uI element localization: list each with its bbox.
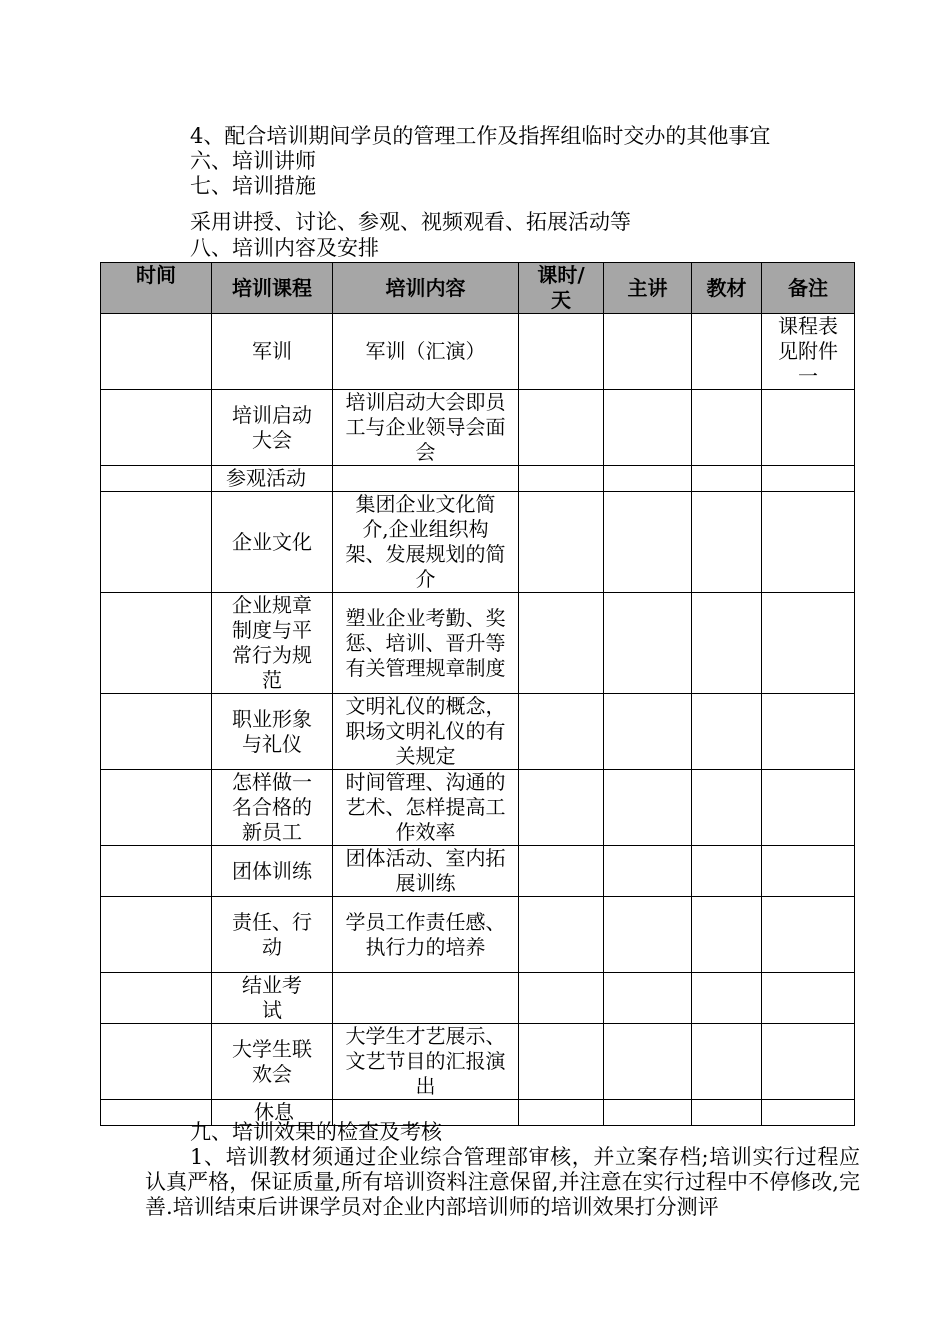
table-row: [101, 770, 855, 846]
lecturer-cell: [604, 492, 692, 593]
table-row: [101, 593, 855, 694]
content-cell: 大学生才艺展示、文艺节目的汇报演出: [333, 1024, 519, 1100]
content-cell: [333, 466, 519, 492]
materials-cell: [692, 770, 762, 846]
hours-cell: [519, 770, 604, 846]
materials-cell: [692, 973, 762, 1024]
course-cell: 怎样做一名合格的新员工: [212, 770, 333, 846]
lecturer-cell: [604, 314, 692, 390]
table-row: [101, 973, 855, 1024]
notes-cell: [762, 593, 855, 694]
column-header-hours: 课时/天: [519, 263, 604, 314]
course-cell: 企业文化: [212, 492, 333, 593]
hours-cell: [519, 694, 604, 770]
materials-cell: [692, 694, 762, 770]
table-row: [101, 390, 855, 466]
column-header-content: 培训内容: [333, 263, 519, 314]
heading-measures: 七、培训措施: [190, 174, 316, 198]
course-cell: 休息: [212, 1100, 333, 1126]
hours-cell: [519, 897, 604, 973]
table-row: [101, 314, 855, 390]
notes-cell: [762, 1024, 855, 1100]
lecturer-cell: [604, 897, 692, 973]
time-cell: [101, 846, 212, 897]
lecturer-cell: [604, 694, 692, 770]
lecturer-cell: [604, 1024, 692, 1100]
hours-cell: [519, 846, 604, 897]
content-cell: 培训启动大会即员工与企业领导会面会: [333, 390, 519, 466]
time-cell: [101, 770, 212, 846]
time-cell: [101, 492, 212, 593]
materials-cell: [692, 466, 762, 492]
notes-cell: [762, 973, 855, 1024]
table-row: [101, 897, 855, 973]
notes-cell: [762, 897, 855, 973]
content-cell: [333, 973, 519, 1024]
table-row: [101, 1024, 855, 1100]
notes-cell: [762, 694, 855, 770]
time-cell: [101, 314, 212, 390]
column-header-materials: 教材: [692, 263, 762, 314]
time-cell: [101, 694, 212, 770]
lecturer-cell: [604, 466, 692, 492]
table-row: [101, 846, 855, 897]
time-cell: [101, 593, 212, 694]
column-header-time: 时间: [101, 263, 212, 314]
time-cell: [101, 390, 212, 466]
materials-cell: [692, 492, 762, 593]
hours-cell: [519, 593, 604, 694]
lecturer-cell: [604, 846, 692, 897]
content-cell: 塑业企业考勤、奖惩、培训、晋升等有关管理规章制度: [333, 593, 519, 694]
text-line-duty-4: 4、配合培训期间学员的管理工作及指挥组临时交办的其他事宜: [190, 124, 771, 148]
materials-cell: [692, 390, 762, 466]
time-cell: [101, 973, 212, 1024]
hours-cell: [519, 466, 604, 492]
training-schedule-table: [100, 262, 855, 1126]
time-cell: [101, 1024, 212, 1100]
time-cell: [101, 466, 212, 492]
evaluation-paragraph: 1、培训教材须通过企业综合管理部审核，并立案存档;培训实行过程应认真严格，保证质量,所有培训资料注意保留,并注意在实行过程中不停修改,完善.培训结束后讲课学员对企业内部培训师的培训效果打分测评: [145, 1145, 860, 1219]
course-cell: 职业形象与礼仪: [212, 694, 333, 770]
course-cell: 企业规章制度与平常行为规范: [212, 593, 333, 694]
course-cell: 责任、行动: [212, 897, 333, 973]
hours-cell: [519, 390, 604, 466]
materials-cell: [692, 314, 762, 390]
materials-cell: [692, 1100, 762, 1126]
notes-cell: [762, 492, 855, 593]
lecturer-cell: [604, 593, 692, 694]
content-cell: 军训（汇演）: [333, 314, 519, 390]
lecturer-cell: [604, 770, 692, 846]
text-line-methods: 采用讲授、讨论、参观、视频观看、拓展活动等: [190, 210, 631, 234]
course-cell: 培训启动大会: [212, 390, 333, 466]
course-cell: 结业考试: [212, 973, 333, 1024]
table-row: [101, 694, 855, 770]
hours-cell: [519, 314, 604, 390]
heading-evaluation: 九、培训效果的检查及考核: [190, 1120, 442, 1144]
notes-cell: 课程表见附件一: [762, 314, 855, 390]
content-cell: 团体活动、室内拓展训练: [333, 846, 519, 897]
content-cell: 文明礼仪的概念，职场文明礼仪的有关规定: [333, 694, 519, 770]
notes-cell: [762, 390, 855, 466]
course-cell: 参观活动: [212, 466, 333, 492]
course-cell: 团体训练: [212, 846, 333, 897]
materials-cell: [692, 1024, 762, 1100]
hours-cell: [519, 1100, 604, 1126]
table-row: [101, 492, 855, 593]
column-header-course: 培训课程: [212, 263, 333, 314]
notes-cell: [762, 770, 855, 846]
content-cell: 时间管理、沟通的艺术、怎样提高工作效率: [333, 770, 519, 846]
column-header-notes: 备注: [762, 263, 855, 314]
lecturer-cell: [604, 1100, 692, 1126]
materials-cell: [692, 593, 762, 694]
course-cell: 大学生联欢会: [212, 1024, 333, 1100]
table-row: [101, 466, 855, 492]
lecturer-cell: [604, 390, 692, 466]
notes-cell: [762, 846, 855, 897]
content-cell: 学员工作责任感、执行力的培养: [333, 897, 519, 973]
table-header-row: [101, 263, 855, 314]
course-cell: 军训: [212, 314, 333, 390]
hours-cell: [519, 492, 604, 593]
column-header-lecturer: 主讲: [604, 263, 692, 314]
content-cell: 集团企业文化简介,企业组织构架、发展规划的简介: [333, 492, 519, 593]
notes-cell: [762, 466, 855, 492]
time-cell: [101, 897, 212, 973]
notes-cell: [762, 1100, 855, 1126]
hours-cell: [519, 1024, 604, 1100]
materials-cell: [692, 897, 762, 973]
heading-trainers: 六、培训讲师: [190, 149, 316, 173]
lecturer-cell: [604, 973, 692, 1024]
hours-cell: [519, 973, 604, 1024]
heading-content-schedule: 八、培训内容及安排: [190, 236, 379, 260]
materials-cell: [692, 846, 762, 897]
